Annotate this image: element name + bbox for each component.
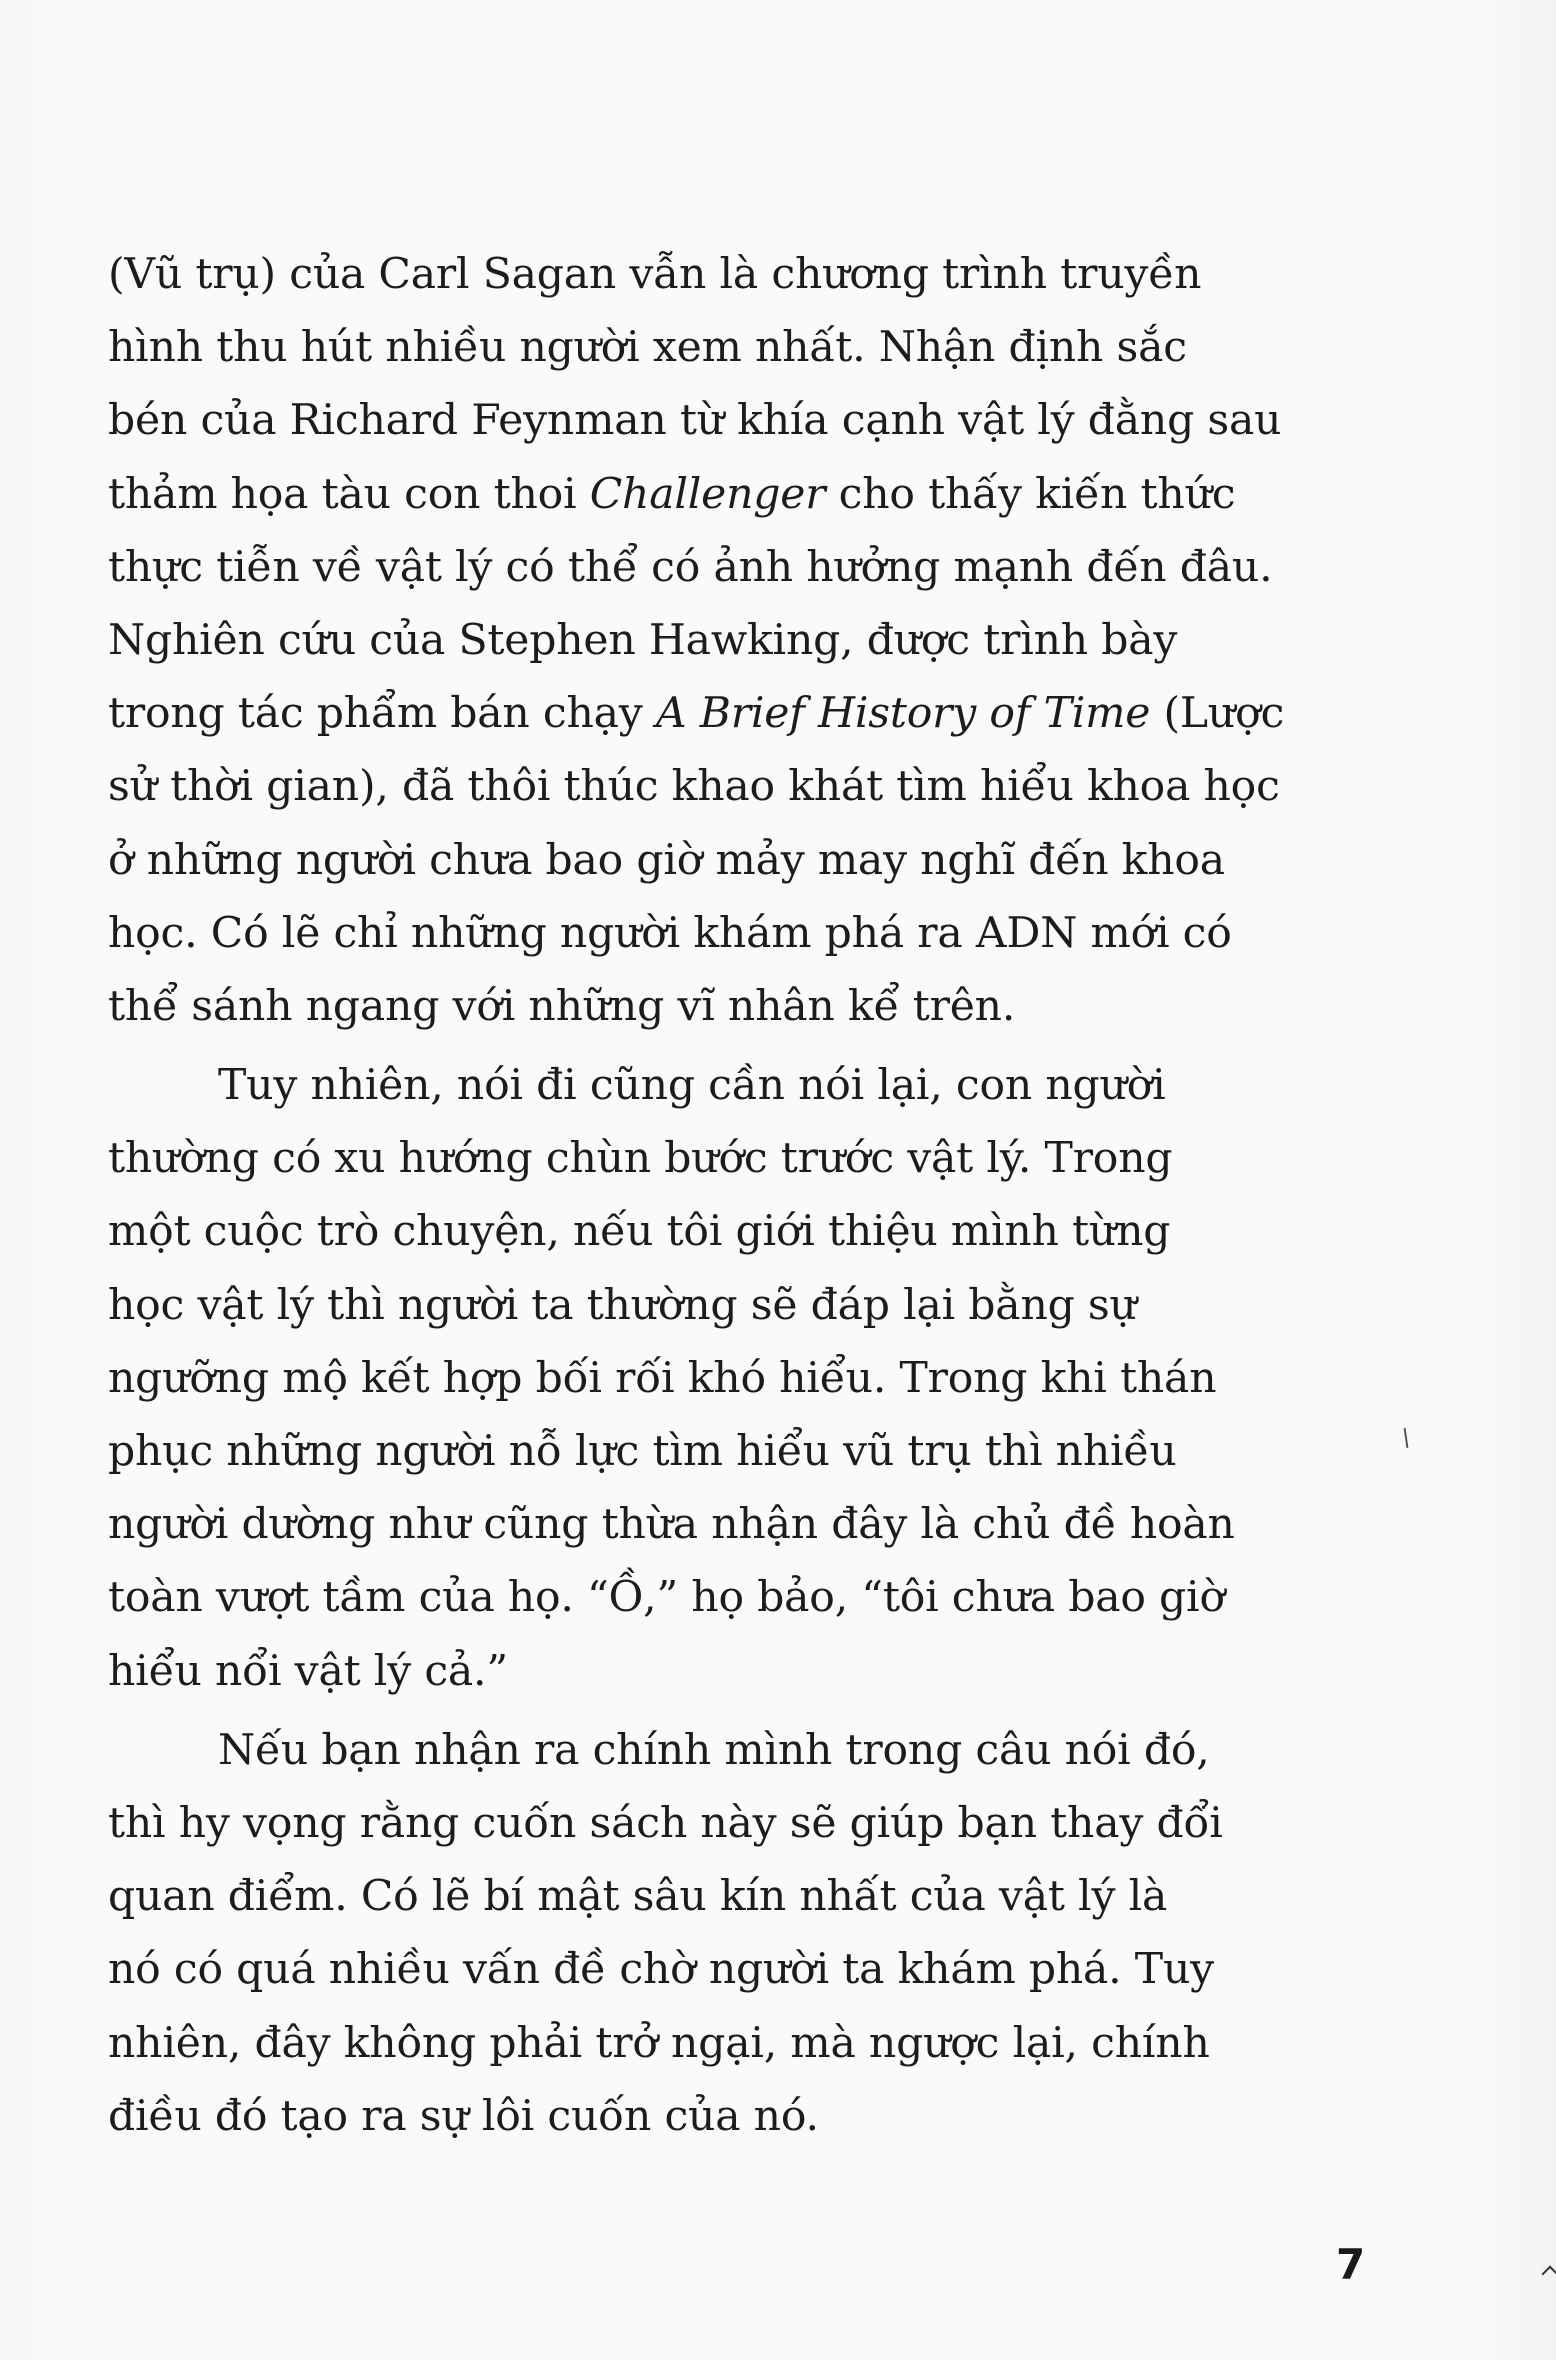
text-line [108, 531, 1273, 604]
text-line [108, 1049, 1228, 1122]
text-segment: người dường như cũng thừa nhận đây là chủ đề hoàn [108, 1500, 1235, 1550]
text-segment: thường có xu hướng chùn bước trước vật lý. Trong [108, 1134, 1173, 1184]
page-edge-mark [1542, 2266, 1556, 2283]
text-segment: học vật lý thì người ta thường sẽ đáp lại bằng sự [108, 1280, 1137, 1330]
text-line [108, 2007, 1228, 2080]
text-line [108, 1195, 1228, 1268]
text-segment: Nếu bạn nhận ra chính mình trong câu nói đó, [218, 1725, 1210, 1775]
text-segment: nhiên, đây không phải trở ngại, mà ngược lại, chính [108, 2018, 1210, 2068]
paragraph [108, 1049, 1235, 1708]
paragraph [108, 1714, 1228, 2153]
text-segment: thể sánh ngang với những vĩ nhân kể trên. [108, 981, 1016, 1031]
text-line [108, 1714, 1228, 1787]
text-line [108, 1122, 1228, 1195]
body-text [108, 238, 1285, 2159]
text-segment: quan điểm. Có lẽ bí mật sâu kín nhất của vật lý là [108, 1872, 1168, 1922]
text-segment: cho thấy kiến thức [825, 469, 1236, 519]
text-segment: thảm họa tàu con thoi [108, 469, 590, 519]
text-line [108, 1488, 1235, 1561]
text-line [108, 677, 1285, 750]
text-segment: hiểu nổi vật lý cả.” [108, 1646, 508, 1696]
text-line [108, 1561, 1228, 1634]
text-segment: toàn vượt tầm của họ. “Ồ,” họ bảo, “tôi chưa bao giờ [108, 1573, 1225, 1623]
text-line [108, 238, 1228, 311]
text-line [108, 824, 1228, 897]
text-segment: nó có quá nhiều vấn đề chờ người ta khám phá. Tuy [108, 1945, 1214, 1995]
text-segment: ở những người chưa bao giờ mảy may nghĩ đến khoa [108, 835, 1225, 885]
text-segment: (Vũ trụ) của Carl Sagan vẫn là chương trình truyền [108, 250, 1202, 299]
text-segment: Nghiên cứu của Stephen Hawking, được trình bày [108, 615, 1178, 665]
italic-title: A Brief History of Time [655, 689, 1151, 739]
text-segment: thực tiễn về vật lý có thể có ảnh hưởng mạnh đến đâu. [108, 542, 1273, 592]
text-line [108, 1415, 1228, 1488]
text-line [108, 1269, 1228, 1342]
text-segment: phục những người nỗ lực tìm hiểu vũ trụ thì nhiều [108, 1427, 1177, 1476]
text-segment: bén của Richard Feynman từ khía cạnh vật lý đằng sau [108, 396, 1282, 446]
text-segment: (Lược [1150, 689, 1285, 739]
text-line [108, 1787, 1228, 1860]
text-line [108, 2080, 1228, 2153]
text-segment: trong tác phẩm bán chạy [108, 689, 656, 739]
text-line [108, 1342, 1228, 1415]
text-line [108, 750, 1280, 823]
text-segment: thì hy vọng rằng cuốn sách này sẽ giúp bạn thay đổi [108, 1798, 1223, 1848]
text-segment: sử thời gian), đã thôi thúc khao khát tìm hiểu khoa học [108, 762, 1280, 812]
text-line [108, 1860, 1228, 1933]
text-line [108, 311, 1228, 384]
text-segment: một cuộc trò chuyện, nếu tôi giới thiệu mình từng [108, 1207, 1171, 1257]
text-line [108, 604, 1228, 677]
text-segment: ngưỡng mộ kết hợp bối rối khó hiểu. Trong khi thán [108, 1353, 1217, 1403]
text-segment: hình thu hút nhiều người xem nhất. Nhận định sắc [108, 323, 1187, 373]
ink-mark [1404, 1428, 1409, 1448]
text-line [108, 1933, 1228, 2006]
text-line [108, 1635, 1228, 1708]
text-line [108, 458, 1236, 531]
italic-title: Challenger [589, 469, 826, 519]
text-line [108, 897, 1232, 970]
text-line [108, 970, 1228, 1043]
page-number: 7 [1336, 2240, 1366, 2289]
text-segment: Tuy nhiên, nói đi cũng cần nói lại, con người [218, 1061, 1166, 1111]
paragraph [108, 238, 1285, 1043]
text-segment: điều đó tạo ra sự lôi cuốn của nó. [108, 2091, 819, 2141]
text-line [108, 384, 1282, 457]
text-segment: học. Có lẽ chỉ những người khám phá ra ADN mới có [108, 908, 1232, 958]
